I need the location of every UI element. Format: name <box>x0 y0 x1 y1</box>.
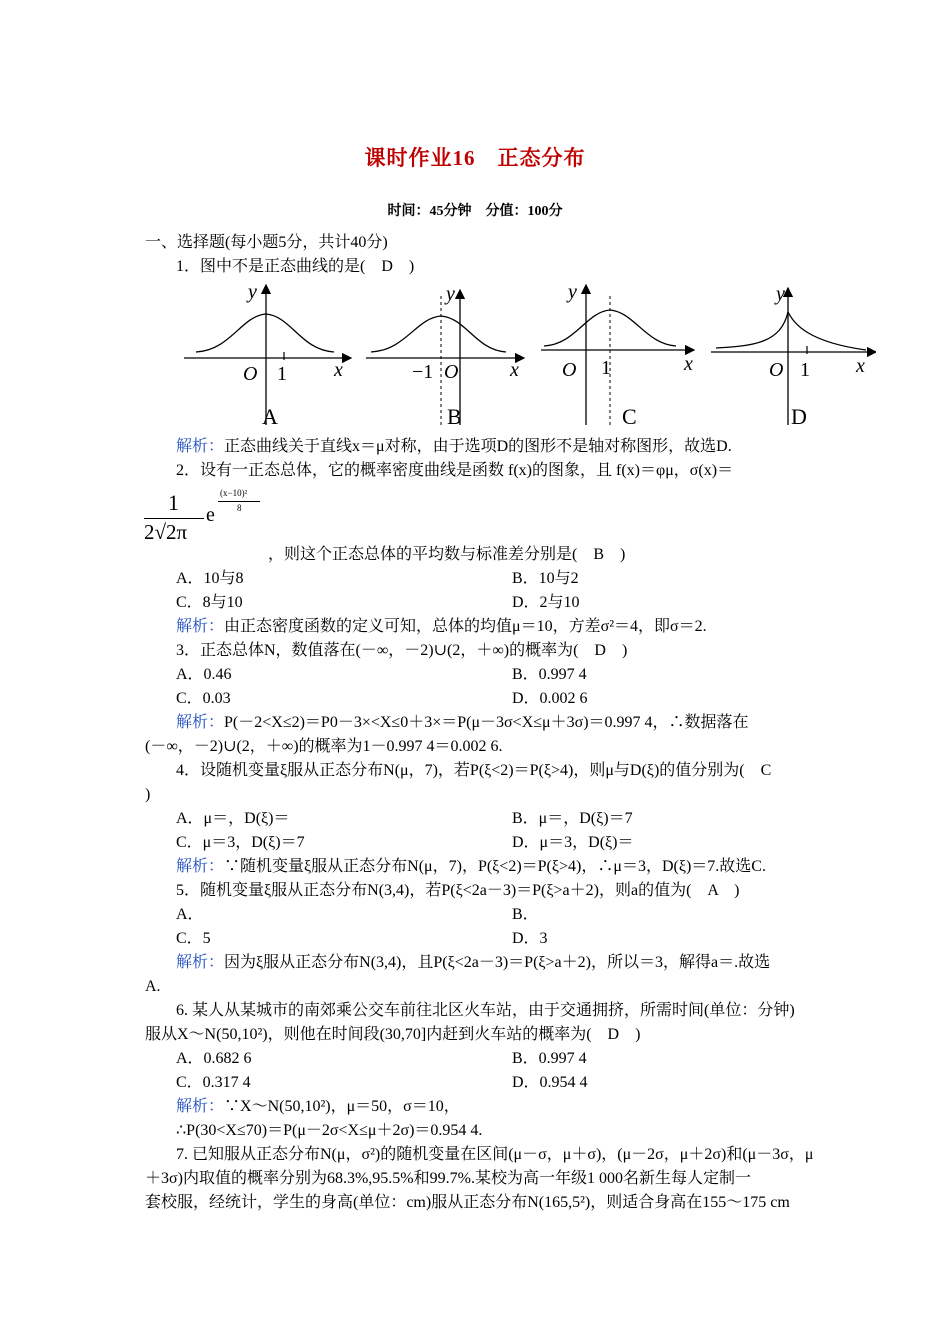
q4-analysis <box>176 856 841 878</box>
axis-x-c: x <box>684 353 693 375</box>
q2-option-d: D．2与10 <box>512 594 580 611</box>
analysis-tag: 解析： <box>176 714 225 731</box>
graph-b <box>366 290 524 425</box>
axis-x-b: x <box>510 359 519 381</box>
q6-analysis-cont: ∴P(30<X≤70)＝P(μ－2σ<X≤μ＋2σ)＝0.954 4. <box>176 1122 483 1139</box>
q2-option-c: C．8与10 <box>176 594 243 611</box>
tick-1-a: 1 <box>277 363 287 385</box>
q6-option-c: C．0.317 4 <box>176 1074 251 1091</box>
normal-curve-figures <box>176 280 876 430</box>
q3-analysis-cont: (－∞，－2)∪(2，＋∞)的概率为1－0.997 4＝0.002 6. <box>145 738 503 755</box>
q5-analysis <box>176 952 841 974</box>
q6-option-a: A．0.682 6 <box>176 1050 252 1067</box>
formula-numerator: 1 <box>168 490 179 515</box>
tick-neg1-b: −1 <box>412 361 434 383</box>
q4-option-b: B．μ＝，D(ξ)＝7 <box>512 810 633 827</box>
q4-stem: 4．设随机变量ξ服从正态分布N(μ，7)，若P(ξ<2)＝P(ξ>4)，则μ与D(ξ)的值分别为( C <box>176 762 772 779</box>
tick-1-d: 1 <box>800 359 810 381</box>
q1-analysis <box>176 436 841 458</box>
analysis-text: 因为ξ服从正态分布N(3,4)，且P(ξ<2a－3)＝P(ξ>a＋2)，所以＝3，解得a＝.故选 <box>224 954 771 971</box>
q5-option-d: D．3 <box>512 930 548 947</box>
analysis-tag: 解析： <box>176 1098 225 1115</box>
q2-option-b: B．10与2 <box>512 570 579 587</box>
analysis-text: ∵随机变量ξ服从正态分布N(μ，7)，P(ξ<2)＝P(ξ>4)，∴μ＝3，D(ξ)＝7.故选C. <box>224 858 766 875</box>
q5-stem: 5．随机变量ξ服从正态分布N(3,4)，若P(ξ<2a－3)＝P(ξ>a＋2)，则a的值为( A ) <box>176 882 740 899</box>
axis-o-d: O <box>769 359 784 381</box>
analysis-text: ∵X～N(50,10²)，μ＝50，σ＝10， <box>224 1098 460 1115</box>
axis-y-a: y <box>248 281 257 303</box>
graph-label-b: B <box>447 404 462 429</box>
q3-option-c: C．0.03 <box>176 690 231 707</box>
q5-option-a: A． <box>176 906 204 923</box>
graph-label-c: C <box>622 404 637 429</box>
axis-o-a: O <box>243 363 258 385</box>
formula-exp-numerator: (x−10)² <box>220 488 248 498</box>
q6-analysis <box>176 1096 841 1118</box>
time-score-info: 时间：45分钟 分值：100分 <box>387 204 563 219</box>
formula-exp-denominator: 8 <box>237 503 242 513</box>
q7-line-3: 套校服，经统计，学生的身高(单位：cm)服从正态分布N(165,5²)，则适合身高在155～175 cm <box>145 1194 790 1211</box>
q7-line-1: 7. 已知服从正态分布N(μ，σ²)的随机变量在区间(μ－σ，μ＋σ)，(μ－2σ，μ＋2σ)和(μ－3σ，μ <box>176 1146 814 1163</box>
q6-option-d: D．0.954 4 <box>512 1074 588 1091</box>
formula-denominator: 2√2π <box>144 520 188 544</box>
q6-option-b: B．0.997 4 <box>512 1050 587 1067</box>
q3-option-b: B．0.997 4 <box>512 666 587 683</box>
q3-option-d: D．0.002 6 <box>512 690 588 707</box>
q6-stem-cont: 服从X～N(50,10²)，则他在时间段(30,70]内赶到火车站的概率为( D ) <box>145 1026 641 1043</box>
q5-option-b: B． <box>512 906 539 923</box>
analysis-tag: 解析： <box>176 438 225 455</box>
analysis-tag: 解析： <box>176 858 225 875</box>
q4-option-c: C．μ＝3，D(ξ)＝7 <box>176 834 305 851</box>
analysis-text: P(－2<X≤2)＝P0－3×<X≤0＋3×＝P(μ－3σ<X≤μ＋3σ)＝0.997 4，∴数据落在 <box>224 714 749 731</box>
axis-o-c: O <box>562 359 577 381</box>
axis-x-a: x <box>334 359 343 381</box>
graph-label-d: D <box>791 404 807 429</box>
axis-o-b: O <box>444 361 459 383</box>
q4-option-a: A．μ＝，D(ξ)＝ <box>176 810 290 827</box>
q4-option-d: D．μ＝3，D(ξ)＝ <box>512 834 634 851</box>
analysis-tag: 解析： <box>176 954 225 971</box>
axis-y-d: y <box>776 283 785 305</box>
density-formula <box>140 490 280 550</box>
q4-stem-cont: ) <box>145 786 151 803</box>
graph-label-a: A <box>262 404 278 429</box>
analysis-tag: 解析： <box>176 618 225 635</box>
q2-stem: 2．设有一正态总体，它的概率密度曲线是函数 f(x)的图象，且 f(x)＝φμ，σ(x)＝ <box>176 462 734 479</box>
q7-line-2: ＋3σ)内取值的概率分别为68.3%,95.5%和99.7%.某校为高一年级1 000名新生每人定制一 <box>145 1170 751 1187</box>
q1-stem: 1．图中不是正态曲线的是( D ) <box>176 258 415 275</box>
formula-e: e <box>206 504 215 526</box>
q5-option-c: C．5 <box>176 930 211 947</box>
axis-x-d: x <box>856 355 865 377</box>
analysis-text: 正态曲线关于直线x＝μ对称，由于选项D的图形不是轴对称图形，故选D. <box>224 438 732 455</box>
q2-stem-cont: ，则这个正态总体的平均数与标准差分别是( B ) <box>268 546 626 563</box>
q2-analysis <box>176 616 841 638</box>
q3-stem: 3．正态总体N，数值落在(－∞，－2)∪(2，＋∞)的概率为( D ) <box>176 642 628 659</box>
graph-c <box>541 285 694 425</box>
section-heading: 一、选择题(每小题5分，共计40分) <box>145 234 388 251</box>
tick-1-c: 1 <box>601 357 611 379</box>
q6-stem: 6. 某人从某城市的南郊乘公交车前往北区火车站，由于交通拥挤，所需时间(单位：分钟) <box>176 1002 795 1019</box>
q2-option-a: A．10与8 <box>176 570 244 587</box>
formula-exp-bar <box>218 501 260 502</box>
q5-analysis-cont: A. <box>145 978 161 995</box>
formula-bar <box>144 518 204 519</box>
page-title: 课时作业16 正态分布 <box>364 146 586 170</box>
analysis-text: 由正态密度函数的定义可知，总体的均值μ＝10，方差σ²＝4，即σ＝2. <box>224 618 707 635</box>
axis-y-b: y <box>446 283 455 305</box>
axis-y-c: y <box>568 281 577 303</box>
q3-analysis <box>176 712 841 734</box>
q3-option-a: A．0.46 <box>176 666 232 683</box>
